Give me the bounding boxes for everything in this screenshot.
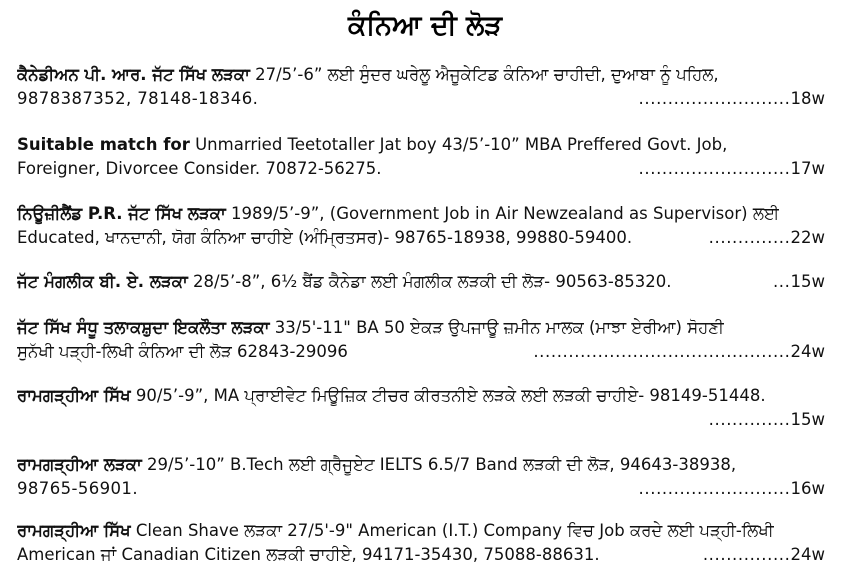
ad-text: 90/5’-9”, MA ਪ੍ਰਾਈਵੇਟ ਮਿਊਜ਼ਿਕ ਟੀਚਰ ਕੀਰਤਨੀਏ ਲੜਕੇ ਲਈ ਲੜਕੀ ਚਾਹੀਏ- 98149-51448.	[130, 386, 766, 405]
ad-4	[17, 270, 825, 294]
ad-line	[17, 63, 825, 87]
ad-line	[17, 477, 825, 501]
ad-lead: ਕੈਨੇਡੀਅਨ ਪੀ. ਆਰ. ਜੱਟ ਸਿੱਖ ਲੜਕਾ	[17, 65, 250, 84]
ad-lead: ਜੱਟ ਮੰਗਲੀਕ ਬੀ. ਏ. ਲੜਕਾ	[17, 272, 188, 291]
ad-line	[17, 519, 825, 543]
ad-line	[17, 316, 825, 340]
ad-line	[17, 157, 825, 181]
ad-lead: ਜੱਟ ਸਿੱਖ ਸੰਧੂ ਤਲਾਕਸ਼ੁਦਾ ਇਕਲੌਤਾ ਲੜਕਾ	[17, 318, 270, 337]
dot-leader: ..........................	[638, 479, 791, 498]
ad-price: 17w	[790, 159, 825, 178]
ad-price: 16w	[790, 479, 825, 498]
ad-line	[17, 202, 825, 226]
ad-lead: Suitable match for	[17, 135, 190, 154]
dot-leader: ..........................	[638, 89, 791, 108]
ad-price: 15w	[790, 410, 825, 429]
ad-line	[17, 133, 825, 157]
ad-text: Clean Shave ਲੜਕਾ 27/5'-9" American (I.T.) Company ਵਿਚ Job ਕਰਦੇ ਲਈ ਪੜ੍ਹੀ-ਲਿਖੀ	[130, 521, 774, 540]
ad-line	[17, 384, 825, 408]
ad-text: 9878387352, 78148-18346.	[17, 89, 259, 108]
dot-leader: ..............	[708, 228, 791, 247]
dot-leader: ..........................	[638, 159, 791, 178]
ad-price: 18w	[790, 89, 825, 108]
ad-text: Foreigner, Divorcee Consider. 70872-56275.	[17, 159, 382, 178]
ad-8	[17, 519, 825, 567]
ad-line	[17, 340, 825, 364]
ad-lead: ਰਾਮਗੜ੍ਹੀਆ ਸਿੱਖ	[17, 386, 131, 405]
ad-lead: ਰਾਮਗੜ੍ਹੀਆ ਸਿੱਖ	[17, 521, 131, 540]
ad-line	[17, 453, 825, 477]
ad-2	[17, 133, 825, 181]
dot-leader: ...............	[702, 545, 791, 564]
ad-price: 22w	[790, 228, 825, 247]
ad-text: Unmarried Teetotaller Jat boy 43/5’-10” MBA Preffered Govt. Job,	[189, 135, 728, 154]
ad-1	[17, 63, 825, 111]
ad-text: Educated, ਖਾਨਦਾਨੀ, ਯੋਗ ਕੰਨਿਆ ਚਾਹੀਏ (ਅੰਮ੍ਰਿਤਸਰ)- 98765-18938, 99880-59400.	[17, 228, 633, 247]
ad-price: 15w	[790, 272, 825, 291]
ad-line	[17, 408, 825, 432]
ad-7	[17, 453, 825, 501]
dot-leader: ............................................	[533, 342, 791, 361]
dot-leader: ...	[772, 272, 791, 291]
ad-text: 1989/5’-9”, (Government Job in Air Newzealand as Supervisor) ਲਈ	[225, 204, 780, 223]
ad-text: 27/5’-6” ਲਈ ਸੁੰਦਰ ਘਰੇਲੂ ਐਜੂਕੇਟਿਡ ਕੰਨਿਆ ਚਾਹੀਦੀ, ਦੁਆਬਾ ਨੂੰ ਪਹਿਲ,	[249, 65, 719, 84]
ad-line	[17, 270, 825, 294]
ad-text: 98765-56901.	[17, 479, 138, 498]
ad-line	[17, 226, 825, 250]
ad-lead: ਨਿਊਜ਼ੀਲੈਂਡ P.R. ਜੱਟ ਸਿੱਖ ਲੜਕਾ	[17, 204, 226, 223]
page-title: ਕੰਨਿਆ ਦੀ ਲੋੜ	[347, 10, 503, 41]
ad-text: 29/5’-10” B.Tech ਲਈ ਗ੍ਰੈਜੂਏਟ IELTS 6.5/7 Band ਲੜਕੀ ਦੀ ਲੋੜ, 94643-38938,	[141, 455, 737, 474]
ad-3	[17, 202, 825, 250]
ad-text: 33/5'-11" BA 50 ਏਕੜ ਉਪਜਾਊ ਜ਼ਮੀਨ ਮਾਲਕ (ਮਾਝਾ ਏਰੀਆ) ਸੋਹਣੀ	[269, 318, 725, 337]
ad-line	[17, 87, 825, 111]
ad-price: 24w	[790, 545, 825, 564]
ad-text: American ਜਾਂ Canadian Citizen ਲੜਕੀ ਚਾਹੀਏ, 94171-35430, 75088-88631.	[17, 545, 600, 564]
ad-text: ਸੁਨੱਖੀ ਪੜ੍ਹੀ-ਲਿਖੀ ਕੰਨਿਆ ਦੀ ਲੋੜ 62843-29096	[17, 342, 348, 361]
ad-lead: ਰਾਮਗੜ੍ਹੀਆ ਲੜਕਾ	[17, 455, 142, 474]
dot-leader: ..............	[708, 410, 791, 429]
ad-5	[17, 316, 825, 364]
ad-price: 24w	[790, 342, 825, 361]
ad-6	[17, 384, 825, 432]
ad-text: 28/5’-8”, 6½ ਬੈਂਡ ਕੈਨੇਡਾ ਲਈ ਮੰਗਲੀਕ ਲੜਕੀ ਦੀ ਲੋੜ- 90563-85320.	[187, 272, 672, 291]
ad-line	[17, 543, 825, 567]
